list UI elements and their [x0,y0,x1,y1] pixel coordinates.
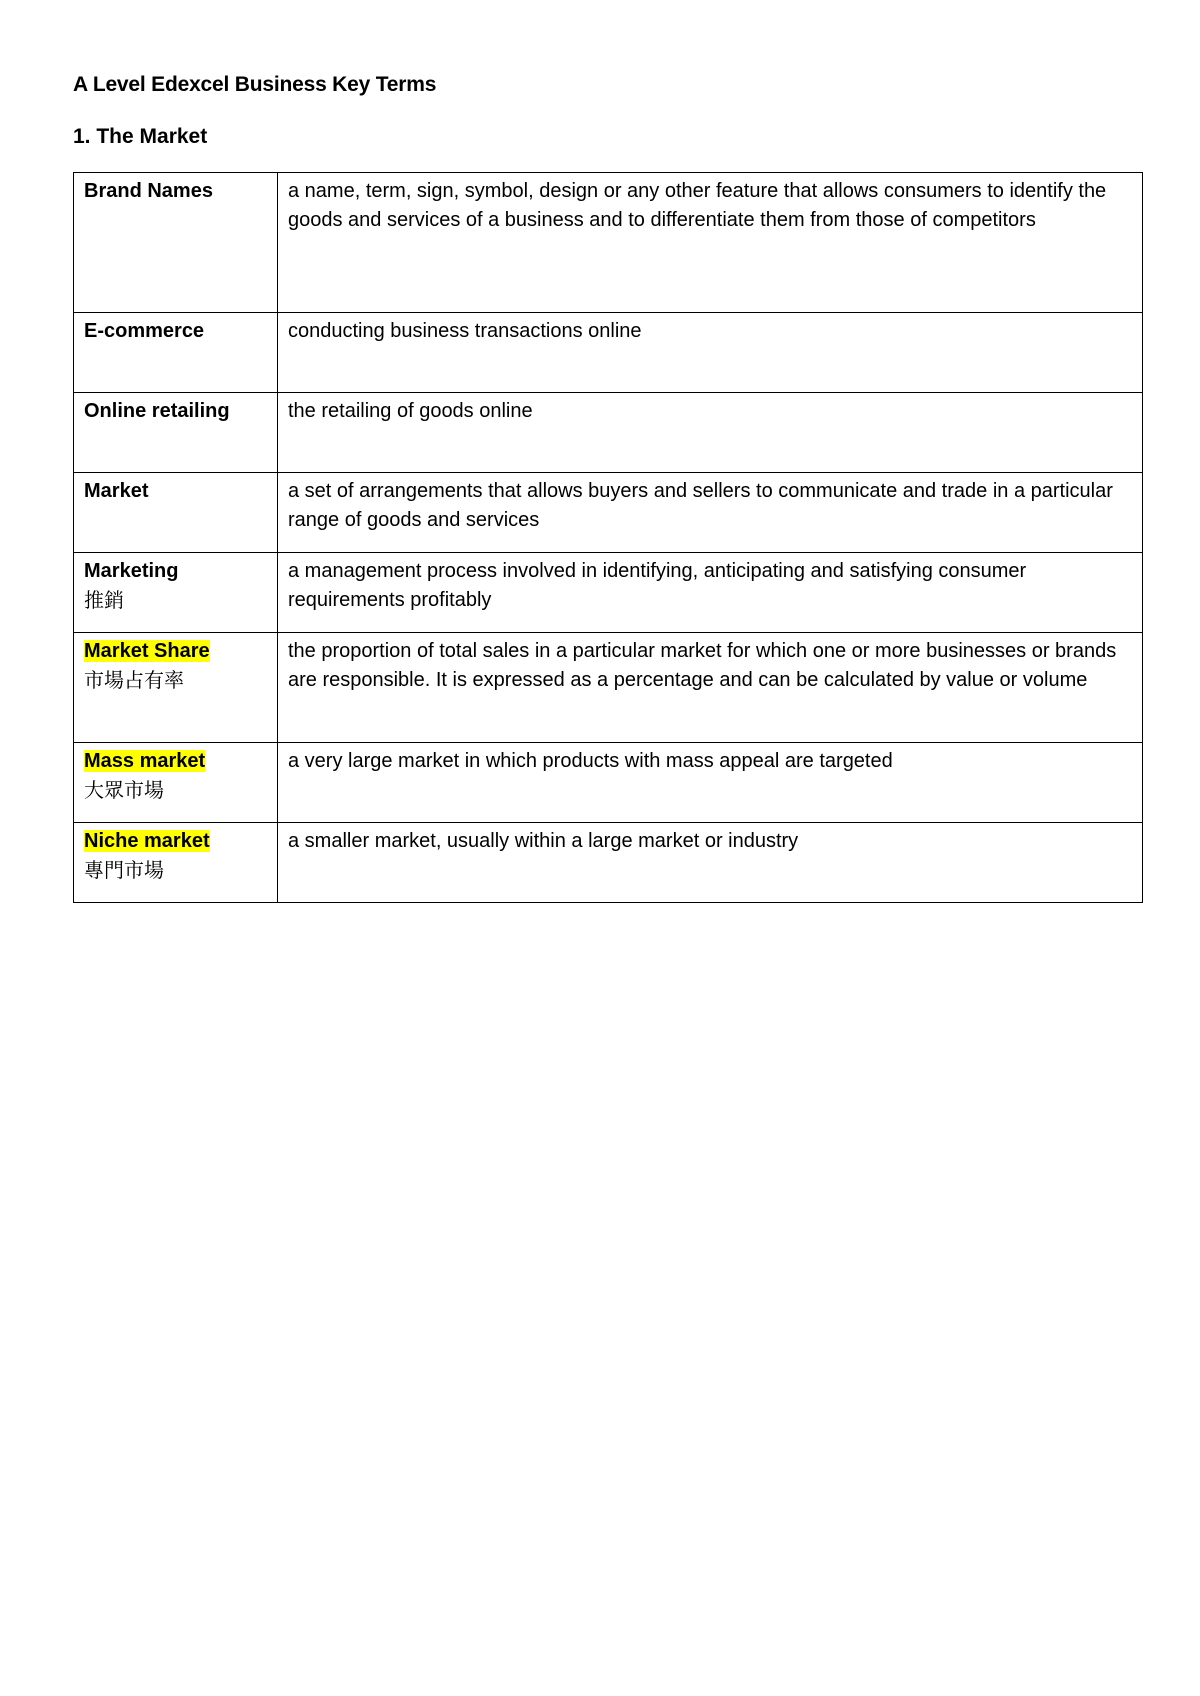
term-cell [74,173,278,313]
term-label-highlighted: Niche market [84,830,210,852]
term-label: Online retailing [84,400,230,422]
table-row [74,473,1143,553]
term-cell [74,393,278,473]
key-terms-table [73,172,1143,903]
definition-cell: a set of arrangements that allows buyers and sellers to communicate and trade in a particular range of goods and services [278,473,1143,553]
term-label: Market [84,480,149,502]
term-label: E-commerce [84,320,205,342]
definition-cell: the proportion of total sales in a particular market for which one or more businesses or brands are responsible. It is expressed as a percentage and can be calculated by value or volume [278,633,1143,743]
section-heading: 1. The Market [73,125,208,148]
term-cell [74,743,278,823]
table-row [74,313,1143,393]
definition-cell: a management process involved in identifying, anticipating and satisfying consumer requirements profitably [278,553,1143,633]
table-row [74,553,1143,633]
term-cell [74,823,278,903]
definition-cell: the retailing of goods online [278,393,1143,473]
table-row [74,393,1143,473]
term-cell [74,313,278,393]
term-cell [74,633,278,743]
definition-cell: a smaller market, usually within a large market or industry [278,823,1143,903]
table-row [74,173,1143,313]
table-row [74,823,1143,903]
definition-cell: conducting business transactions online [278,313,1143,393]
term-label-highlighted: Mass market [84,750,206,772]
term-translation: 專門市場 [84,858,164,882]
definition-cell: a very large market in which products with mass appeal are targeted [278,743,1143,823]
term-label-highlighted: Market Share [84,640,210,662]
definition-cell: a name, term, sign, symbol, design or any other feature that allows consumers to identify the goods and services of a business and to differentiate them from those of competitors [278,173,1143,313]
term-cell [74,553,278,633]
table-row [74,743,1143,823]
term-translation: 推銷 [84,588,124,612]
term-cell [74,473,278,553]
term-label: Marketing [84,560,179,582]
term-translation: 市場占有率 [84,668,184,692]
term-translation: 大眾市場 [84,778,164,802]
term-label: Brand Names [84,180,213,202]
document-title: A Level Edexcel Business Key Terms [73,73,437,96]
table-row [74,633,1143,743]
